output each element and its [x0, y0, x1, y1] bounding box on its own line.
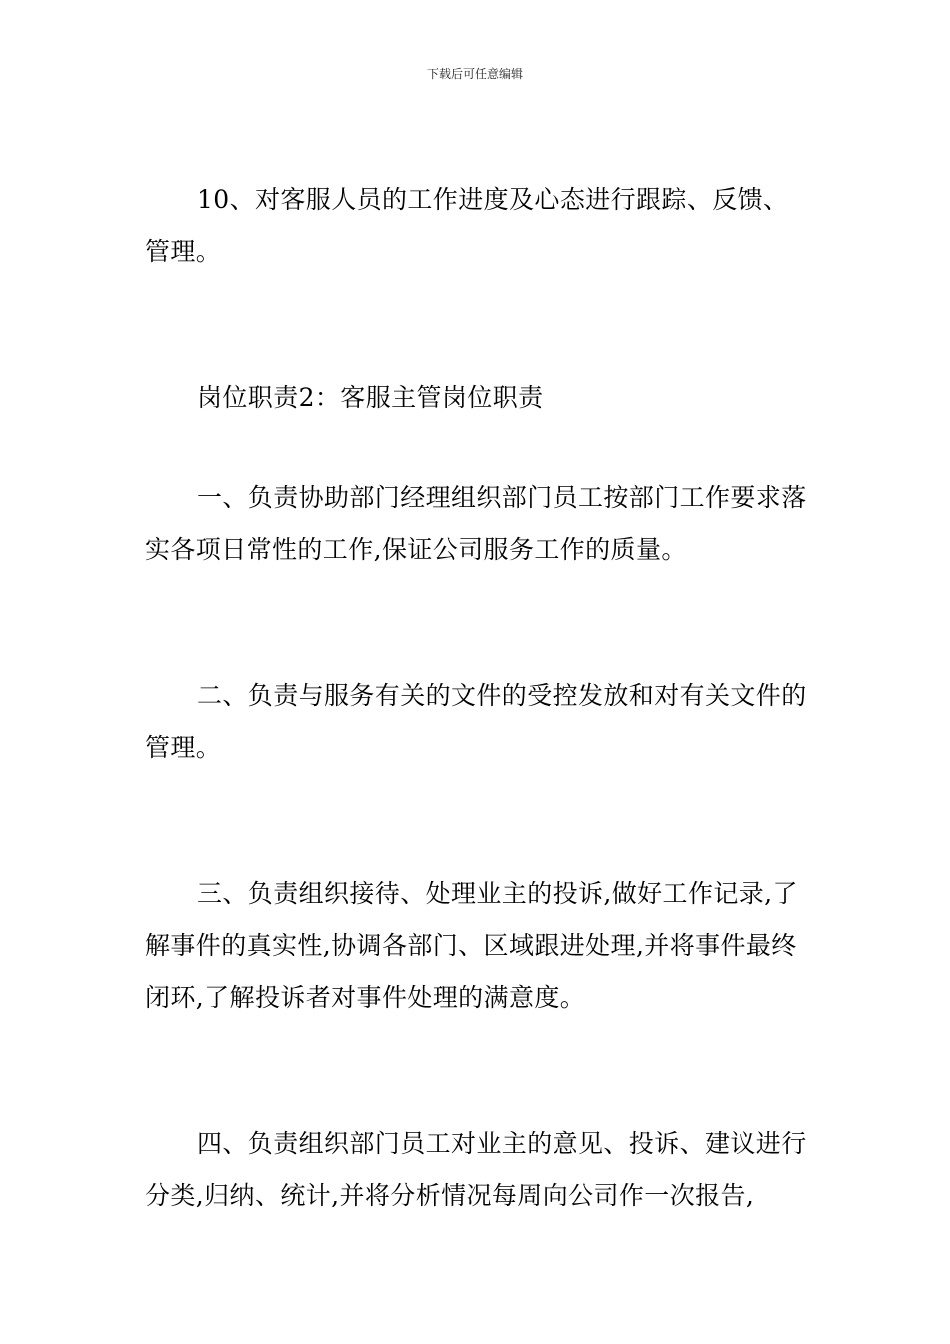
section-heading: 岗位职责2：客服主管岗位职责 [197, 383, 544, 412]
paragraph-item-3: 三、负责组织接待、处理业主的投诉,做好工作记录,了解事件的真实性,协调各部门、区域跟进处理,并将事件最终闭环,了解投诉者对事件处理的满意度。 [145, 879, 798, 1012]
paragraph-item-10: 10、对客服人员的工作进度及心态进行跟踪、反馈、管理。 [145, 185, 789, 266]
paragraph-item-2: 二、负责与服务有关的文件的受控发放和对有关文件的管理。 [145, 681, 807, 762]
header-note: 下载后可任意编辑 [426, 67, 523, 81]
paragraph-item-1: 一、负责协助部门经理组织部门员工按部门工作要求落实各项日常性的工作,保证公司服务工作的质量。 [145, 483, 807, 564]
paragraph-item-4: 四、负责组织部门员工对业主的意见、投诉、建议进行分类,归纳、统计,并将分析情况每周向公司作一次报告, [145, 1129, 807, 1210]
